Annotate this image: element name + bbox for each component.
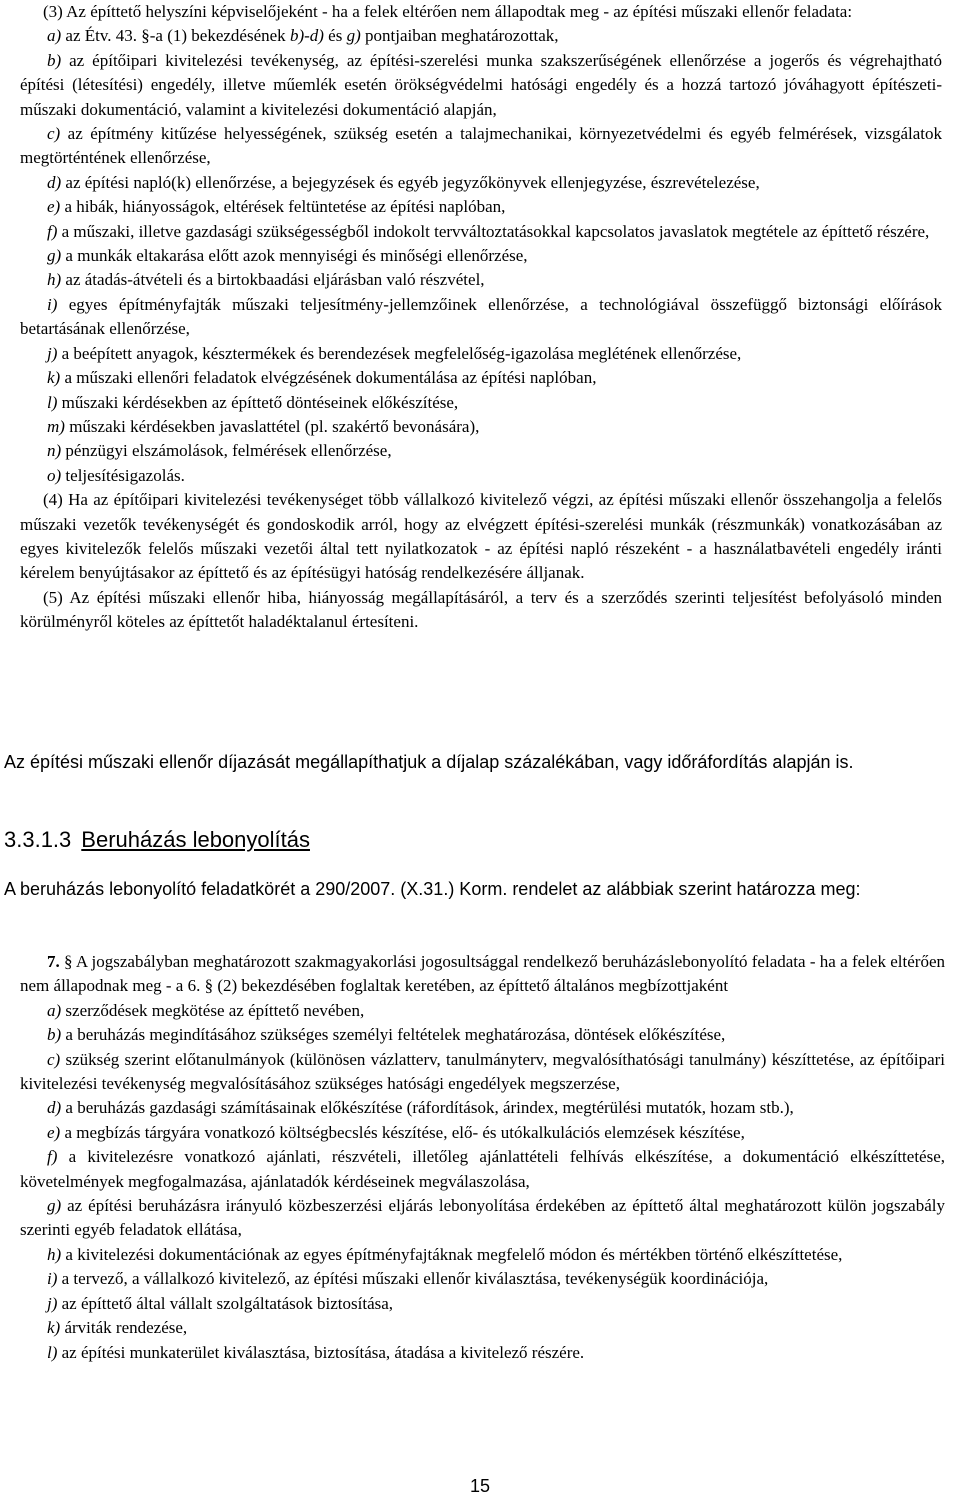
item-label: i) — [47, 294, 58, 314]
item-text: szerződések megkötése az építtető nevében, — [61, 1000, 365, 1020]
item-label: l) — [47, 1342, 58, 1362]
item-label: d) — [47, 172, 62, 192]
item-text: a beruházás megindításához szükséges személyi feltételek meghatározása, döntések előkészítése, — [61, 1025, 726, 1045]
item-text: a műszaki, illetve gazdasági szükségességből indokolt tervváltoztatásokkal kapcsolatos javaslatok megtétele az építtető részére, — [57, 221, 930, 241]
item-label: e) — [47, 197, 61, 217]
list-item — [20, 268, 942, 292]
list-item — [20, 1316, 945, 1340]
list-item — [20, 1121, 945, 1145]
paragraph-text: A beruházás lebonyolító feladatkörét a 290/2007. (X.31.) Korm. rendelet az alábbiak szerint határozza meg: — [4, 879, 861, 899]
list-item — [20, 342, 942, 366]
page-number: 15 — [470, 1476, 491, 1496]
heading-title: Beruházás lebonyolítás — [81, 827, 310, 852]
item-text: az építtető által vállalt szolgáltatások biztosítása, — [57, 1293, 394, 1313]
list-item — [20, 1145, 945, 1194]
item-text: egyes építményfajták műszaki teljesítmény-jellemzőinek ellenőrzése, a technológiával összefüggő biztonsági előírások betartásának ellenőrzése, — [20, 294, 942, 339]
item-text: műszaki kérdésekben javaslattétel (pl. szakértő bevonására), — [64, 416, 480, 436]
item-text: a műszaki ellenőri feladatok elvégzésének dokumentálása az építési naplóban, — [60, 368, 597, 388]
list-item — [20, 1194, 945, 1243]
item-text: az építmény kitűzése helyességének, szükség esetén a talajmechanikai, környezetvédelmi és egyéb felmérések, vizsgálatok megtörténtének ellenőrzése, — [20, 124, 942, 168]
list-item — [20, 195, 942, 219]
list-item — [20, 366, 942, 390]
item-text: árviták rendezése, — [60, 1318, 188, 1338]
item-text: és — [323, 26, 347, 46]
list-item — [20, 220, 942, 244]
cost-paragraph — [4, 750, 960, 775]
list-item — [20, 1096, 945, 1120]
intro-paragraph — [4, 878, 960, 902]
item-label: i) — [47, 1269, 58, 1289]
item-label: h) — [47, 270, 62, 290]
list-item — [20, 171, 942, 195]
item-text: a beépített anyagok, késztermékek és berendezések megfelelőség-igazolása meglétének ellenőrzése, — [57, 343, 742, 363]
item-label: d) — [47, 1098, 62, 1118]
paragraph-3-intro — [20, 0, 942, 24]
item-label: a) — [47, 26, 62, 46]
section-3-list — [20, 0, 942, 635]
item-label: l) — [47, 392, 58, 412]
list-item — [20, 391, 942, 415]
item-label: g) — [47, 1196, 62, 1216]
paragraph-text: (4) Ha az építőipari kivitelezési tevékenységet több vállalkozó kivitelező végzi, az építési műszaki ellenőr összehangolja a felelős műszaki vezetők tevékenységét és gondoskodik arról, hogy az elvégzett építési-szerelési munkák (részmunkák) vonatkozásában az egyes kivitelezők felelős műszaki vezetői által tett nyilatkozatok - az építési napló részeként - a használatbavételi engedély iránti kérelem benyújtásakor az építtető és az építésügyi hatóság rendelkezésére álljanak. — [20, 490, 942, 583]
item-text: az építőipari kivitelezési tevékenység, az építési-szerelési munka szakszerűségének ellenőrzése a jogerős és végrehajtható építési (létesítési) engedély, illetve műemlék esetén örökségvédelmi hatósági engedély és a hozzá tartozó jóváhagyott építészeti-műszaki dokumentáció, valamint a kivitelezési dokumentáció alapján, — [20, 50, 942, 119]
paragraph-5 — [20, 586, 942, 635]
item-label: m) — [47, 416, 65, 436]
list-item — [20, 1243, 945, 1267]
item-label: h) — [47, 1244, 62, 1264]
item-label: k) — [47, 368, 61, 388]
paragraph-7-intro — [20, 950, 945, 999]
item-text-italic: g) — [346, 26, 361, 46]
item-text: az építési napló(k) ellenőrzése, a bejegyzések és egyéb jegyzőkönyvek ellenjegyzése, észrevételezése, — [61, 172, 760, 192]
list-item — [20, 49, 942, 122]
item-label: n) — [47, 441, 62, 461]
list-item — [20, 999, 945, 1023]
section-7-list — [20, 950, 945, 1365]
item-text: az Étv. 43. §-a (1) bekezdésének — [61, 26, 290, 46]
item-label: c) — [47, 124, 61, 144]
item-text: teljesítésigazolás. — [61, 465, 185, 485]
item-label: g) — [47, 246, 62, 266]
list-item — [20, 1292, 945, 1316]
item-text: a megbízás tárgyára vonatkozó költségbecslés készítése, elő- és utókalkulációs elemzések készítése, — [60, 1122, 745, 1142]
item-text-italic: b)-d) — [289, 26, 324, 46]
item-text: szükség szerint előtanulmányok (különösen vázlatterv, tanulmányterv, megvalósíthatósági tanulmány) készíttetése, az építőipari kivitelezési tevékenység megvalósításához szükséges hatósági engedélyek megszerzése, — [20, 1049, 945, 1094]
item-text: műszaki kérdésekben az építtető döntéseinek előkészítése, — [57, 392, 459, 412]
item-text: az átadás-átvételi és a birtokbaadási eljárásban való részvétel, — [61, 270, 485, 290]
item-text: a kivitelezési dokumentációnak az egyes építményfajtáknak megfelelő módon és mértékben történő elkészíttetése, — [61, 1244, 843, 1264]
list-item — [20, 1023, 945, 1047]
item-text: a hibák, hiányosságok, eltérések feltüntetése az építési naplóban, — [60, 197, 506, 217]
item-text: pontjaiban meghatározottak, — [360, 26, 559, 46]
list-item — [20, 244, 942, 268]
item-text: az építési beruházásra irányuló közbeszerzési eljárás lebonyolítása érdekében az építtető által meghatározott külön jogszabály szerinti egyéb feladatok ellátása, — [20, 1196, 945, 1240]
item-text: az építési munkaterület kiválasztása, biztosítása, átadása a kivitelező részére. — [57, 1342, 585, 1362]
list-item — [20, 122, 942, 171]
item-label: k) — [47, 1318, 61, 1338]
item-label: j) — [47, 1293, 58, 1313]
list-item — [20, 1267, 945, 1291]
heading-number: 3.3.1.3 — [4, 827, 72, 852]
item-text: a munkák eltakarása előtt azok mennyiségi és minőségi ellenőrzése, — [61, 246, 528, 266]
list-item — [20, 415, 942, 439]
list-item — [20, 293, 942, 342]
list-item-a — [20, 24, 942, 48]
item-text: a beruházás gazdasági számításainak előkészítése (ráfordítások, árindex, megtérülési mutatók, hozam stb.), — [61, 1098, 794, 1118]
item-label: j) — [47, 343, 58, 363]
item-label: e) — [47, 1122, 61, 1142]
item-label: c) — [47, 1049, 61, 1069]
list-item — [20, 1341, 945, 1365]
paragraph-text: (3) Az építtető helyszíni képviselőjeként - ha a felek eltérően nem állapodtak meg - az építési műszaki ellenőr feladata: — [43, 2, 853, 21]
item-label: f) — [47, 1147, 58, 1167]
list-item — [20, 1048, 945, 1097]
paragraph-4 — [20, 488, 942, 586]
paragraph-text: Az építési műszaki ellenőr díjazását megállapíthatjuk a díjalap százalékában, vagy időráfordítás alapján is. — [4, 752, 854, 772]
paragraph-text: § A jogszabályban meghatározott szakmagyakorlási jogosultsággal rendelkező beruházáslebonyolító feladata - ha a felek eltérően nem állapodnak meg - a 6. § (2) bekezdésében foglaltak keretében, az építtető általános megbízottjaként — [20, 952, 945, 996]
item-label: b) — [47, 1025, 62, 1045]
list-item — [20, 464, 942, 488]
section-number: 7. — [47, 952, 60, 971]
list-item — [20, 439, 942, 463]
item-text: a tervező, a vállalkozó kivitelező, az építési műszaki ellenőr kiválasztása, tevékenységük koordinációja, — [57, 1269, 769, 1289]
section-heading — [4, 826, 310, 854]
item-label: a) — [47, 1000, 62, 1020]
item-label: f) — [47, 221, 58, 241]
item-text: a kivitelezésre vonatkozó ajánlati, részvételi, illetőleg ajánlattételi felhívás elkészítése, a dokumentáció elkészíttetése, követelmények megfogalmazása, ajánlatadók kérdéseinek megválaszolása, — [20, 1147, 945, 1191]
item-text: pénzügyi elszámolások, felmérések ellenőrzése, — [61, 441, 392, 461]
item-label: o) — [47, 465, 62, 485]
item-label: b) — [47, 50, 62, 70]
paragraph-text: (5) Az építési műszaki ellenőr hiba, hiányosság megállapításáról, a terv és a szerződés szerinti teljesítést befolyásoló minden körülményről köteles az építtetőt haladéktalanul értesíteni. — [20, 587, 942, 632]
